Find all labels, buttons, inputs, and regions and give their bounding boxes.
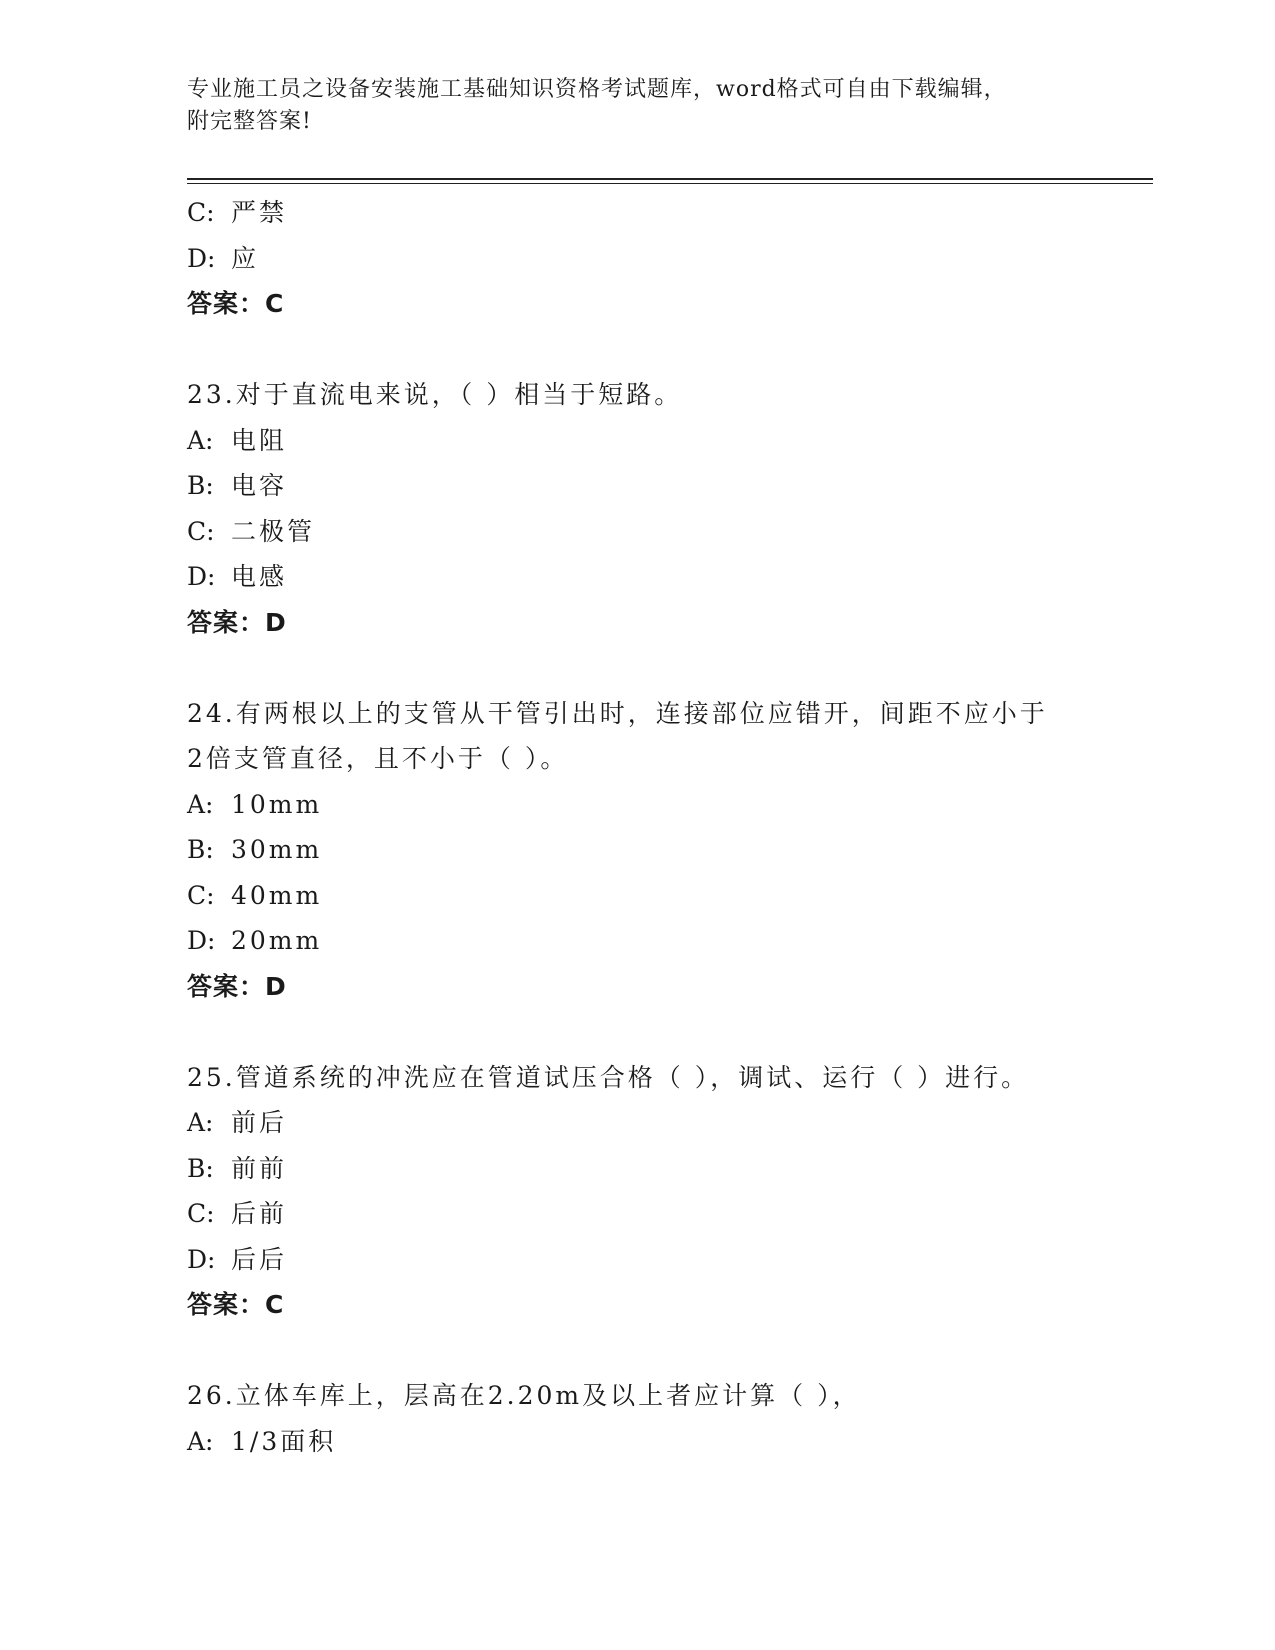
- answer: 答案：C: [187, 1290, 285, 1319]
- question-stem: 26.立体车库上，层高在2.20m及以上者应计算（ ），: [187, 1381, 861, 1410]
- document-header: [187, 74, 1087, 138]
- option-prefix: D:: [187, 1244, 216, 1274]
- option-prefix: A:: [187, 1426, 214, 1456]
- header-line-1: 专业施工员之设备安装施工基础知识资格考试题库，word格式可自由下载编辑，: [187, 77, 1007, 102]
- option-text: 1/3面积: [231, 1426, 337, 1456]
- answer: 答案：D: [187, 607, 287, 637]
- option-prefix: C:: [187, 516, 215, 546]
- header-rule-thick: [187, 178, 1153, 180]
- option-d: [187, 1237, 1087, 1283]
- option-b: [187, 827, 1087, 873]
- option-text: 后前: [231, 1199, 288, 1228]
- option-prefix: C:: [187, 198, 215, 227]
- question-stem-line-1: 24.有两根以上的支管从干管引出时，连接部位应错开，间距不应小于: [187, 698, 1048, 728]
- option-prefix: D:: [187, 243, 216, 273]
- answer: 答案：D: [187, 971, 287, 1001]
- question-24: [187, 691, 1087, 1010]
- question-25: [187, 1055, 1087, 1328]
- option-text: 严禁: [231, 198, 288, 227]
- option-text: 10mm: [231, 789, 323, 819]
- question-stem-line-2: 2倍支管直径，且不小于（ ）。: [187, 744, 569, 773]
- option-text: 二极管: [231, 516, 316, 546]
- option-text: 电容: [231, 471, 288, 500]
- option-prefix: B:: [187, 471, 214, 500]
- question-list: [187, 190, 1087, 1464]
- option-text: 电阻: [231, 425, 288, 455]
- option-c: [187, 509, 1087, 555]
- option-a: [187, 1419, 1087, 1465]
- question-26: [187, 1373, 1087, 1464]
- option-c: [187, 1191, 1087, 1237]
- option-prefix: B:: [187, 835, 214, 864]
- option-text: 前前: [231, 1153, 288, 1183]
- option-d: [187, 554, 1087, 600]
- option-c: [187, 190, 1087, 236]
- spacer: [187, 645, 1087, 691]
- option-text: 后后: [231, 1244, 288, 1274]
- option-prefix: C:: [187, 1199, 215, 1228]
- option-b: [187, 1146, 1087, 1192]
- option-prefix: A:: [187, 1108, 214, 1137]
- option-prefix: A:: [187, 425, 214, 455]
- option-text: 应: [231, 243, 260, 273]
- option-a: [187, 782, 1087, 828]
- option-a: [187, 1100, 1087, 1146]
- header-rule-thin: [187, 183, 1153, 184]
- question-stem: 23.对于直流电来说，（ ）相当于短路。: [187, 380, 683, 409]
- option-d: [187, 918, 1087, 964]
- option-a: [187, 418, 1087, 464]
- option-b: [187, 463, 1087, 509]
- option-prefix: D:: [187, 562, 216, 591]
- option-text: 前后: [231, 1108, 288, 1137]
- option-text: 20mm: [231, 926, 323, 955]
- option-prefix: C:: [187, 880, 215, 910]
- question-stem: 25.管道系统的冲洗应在管道试压合格（ ），调试、运行（ ）进行。: [187, 1062, 1030, 1092]
- option-c: [187, 873, 1087, 919]
- option-prefix: D:: [187, 926, 216, 955]
- option-text: 电感: [231, 562, 288, 591]
- option-prefix: A:: [187, 789, 214, 819]
- spacer: [187, 1328, 1087, 1374]
- question-22-continuation: [187, 190, 1087, 327]
- header-line-2: 附完整答案!: [187, 109, 312, 134]
- option-text: 40mm: [231, 880, 323, 910]
- spacer: [187, 1009, 1087, 1055]
- question-23: [187, 372, 1087, 645]
- option-text: 30mm: [231, 835, 323, 864]
- spacer: [187, 327, 1087, 373]
- option-d: [187, 236, 1087, 282]
- answer: 答案：C: [187, 289, 285, 318]
- option-prefix: B:: [187, 1153, 214, 1183]
